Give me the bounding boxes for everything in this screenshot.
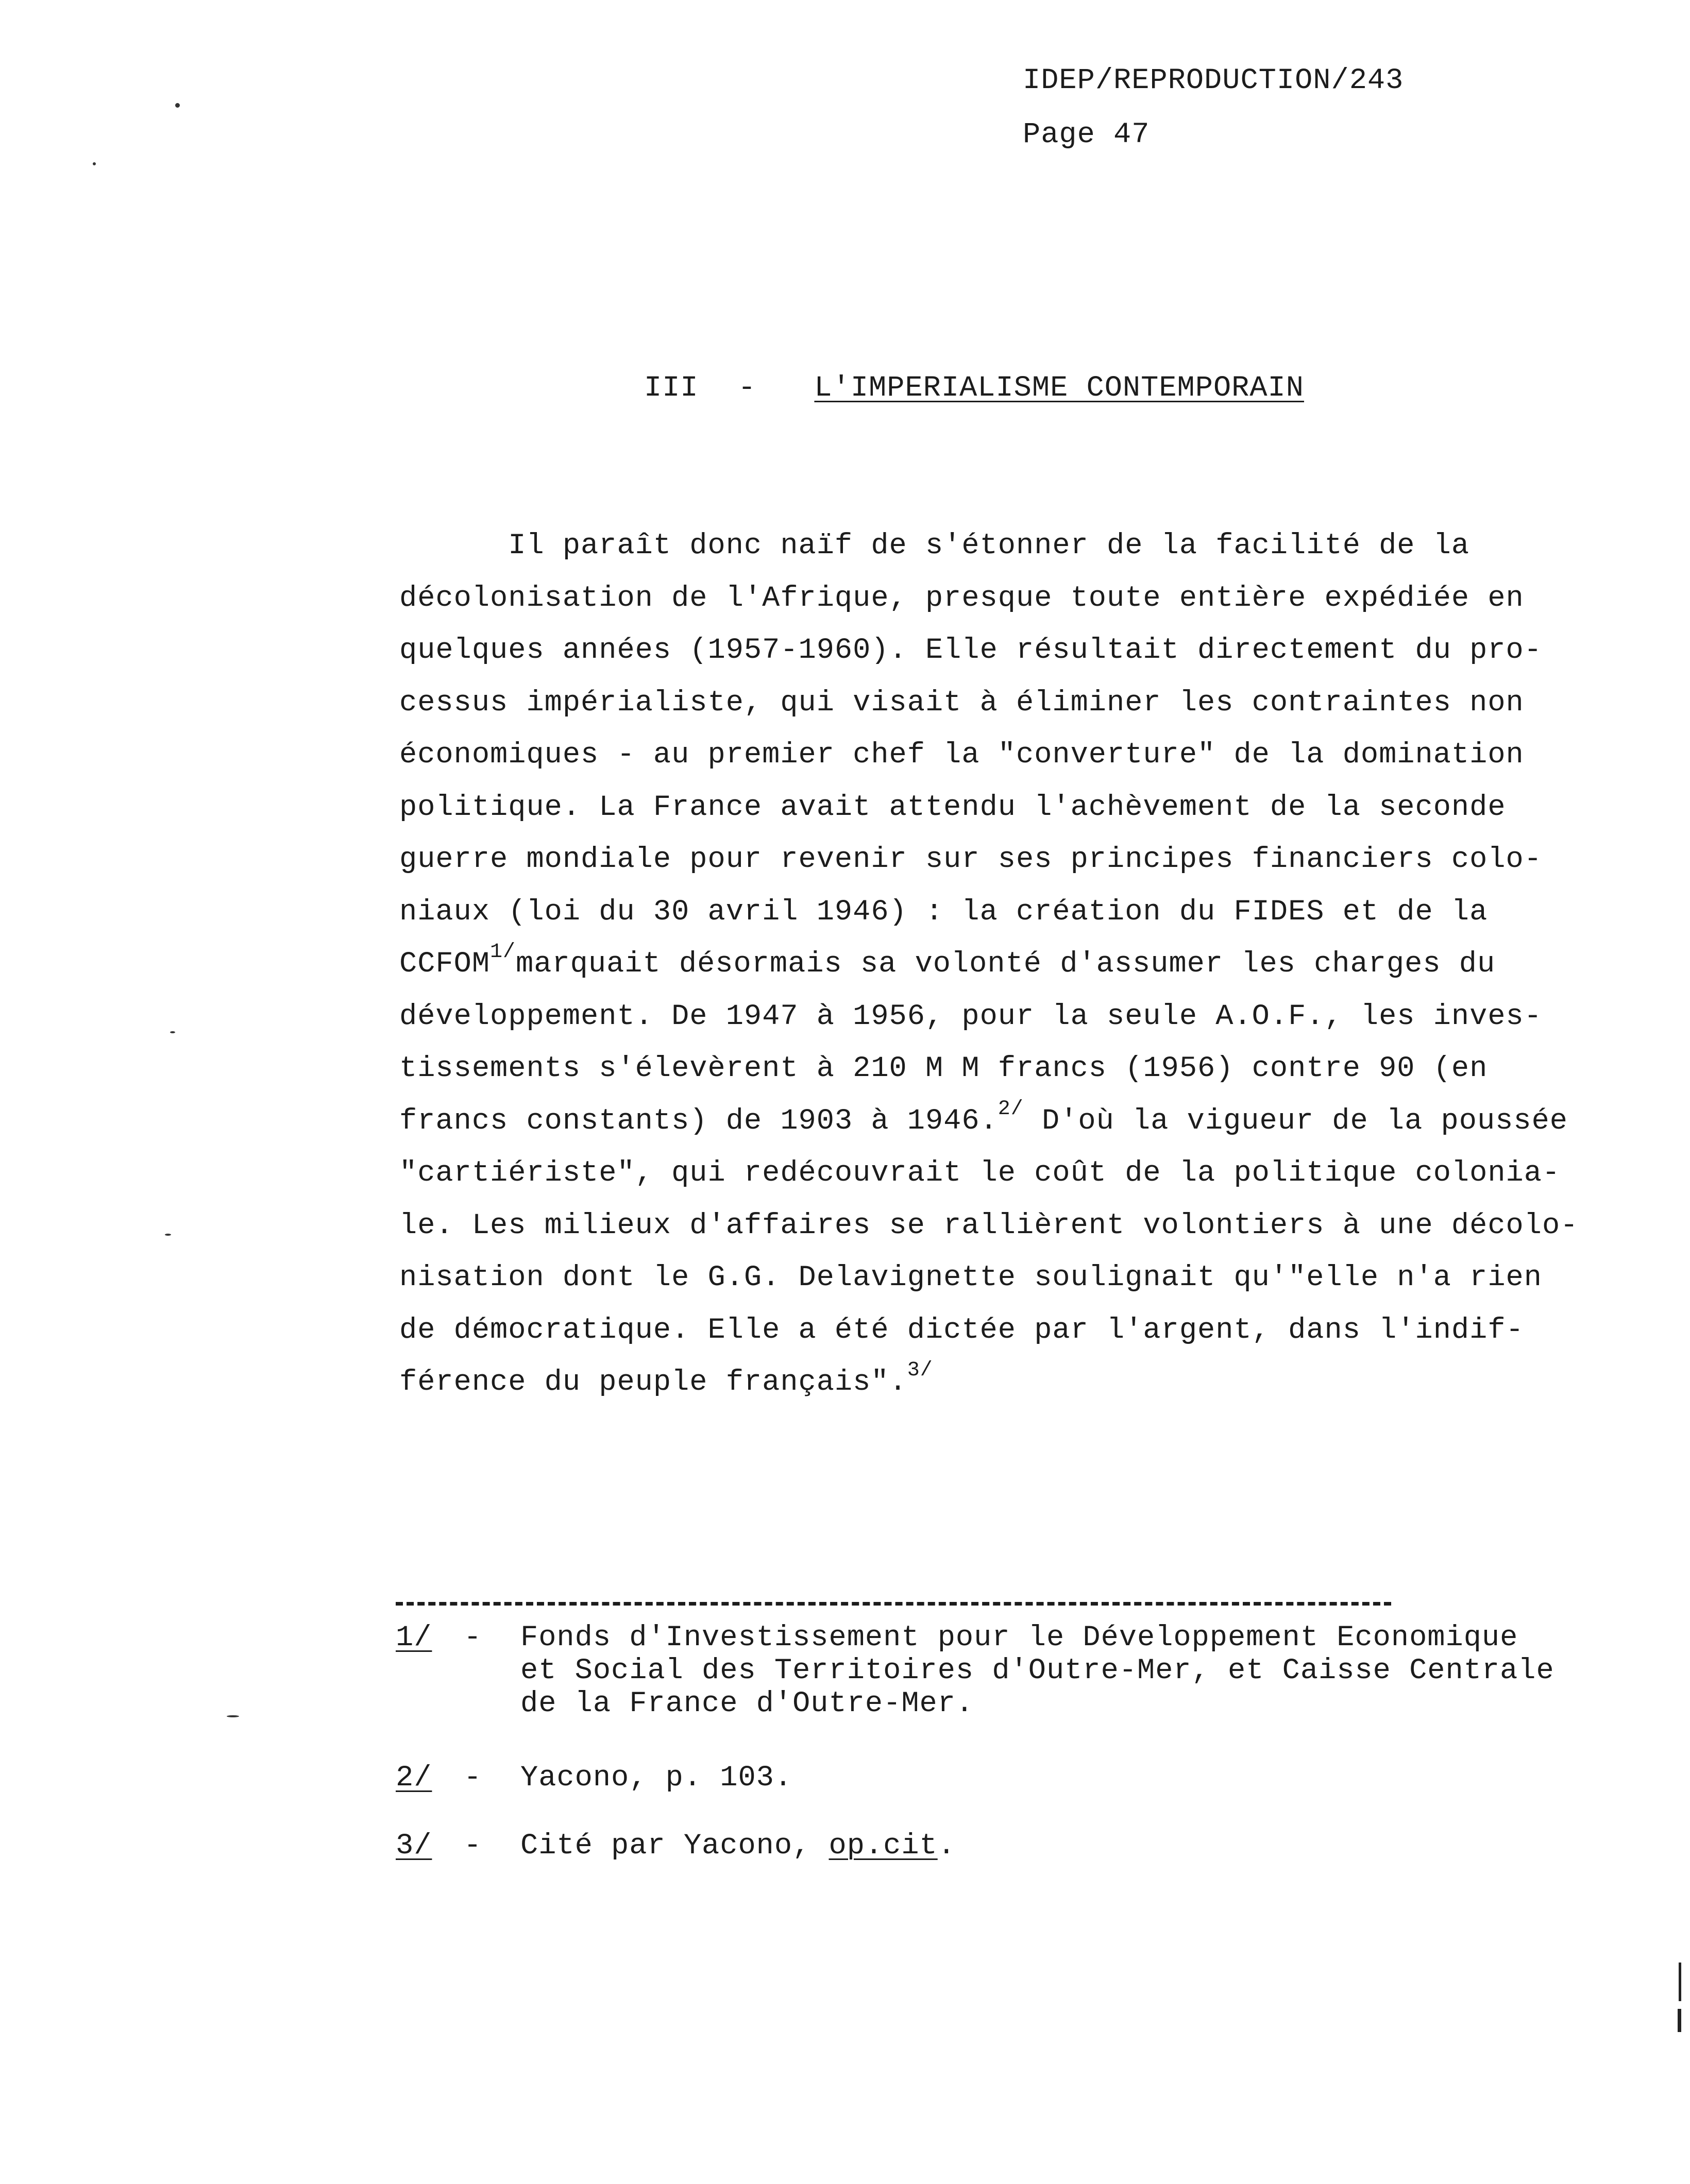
body-line: [399, 1052, 1488, 1085]
footnote-3-text: [520, 1830, 956, 1863]
section-title: L'IMPERIALISME CONTEMPORAIN: [814, 372, 1304, 405]
footnote-marker-1: 1/: [396, 1622, 432, 1654]
footnote-1-line-1: Fonds d'Investissement pour le Développement Economique: [520, 1622, 1518, 1654]
section-dash: -: [738, 372, 756, 405]
body-line-text: Il paraît donc naïf de s'étonner de la facilité de la: [399, 530, 1470, 562]
footnote-separator: [396, 1602, 1391, 1606]
body-line-text: nisation dont le G.G. Delavignette soulignait qu'"elle n'a rien: [399, 1261, 1542, 1294]
body-line: [399, 582, 1524, 615]
body-line-text: tissements s'élevèrent à 210 M M francs (1956) contre 90 (en: [399, 1052, 1488, 1085]
body-line: [399, 1157, 1560, 1190]
footnote-1-line-3: de la France d'Outre-Mer.: [520, 1687, 974, 1720]
body-line: [399, 843, 1542, 876]
section-heading: [644, 372, 1304, 405]
body-line: [399, 739, 1524, 772]
margin-mark: [1679, 1963, 1681, 2001]
body-line-text-continued: D'où la vigueur de la poussée: [1023, 1105, 1568, 1138]
body-line-text: de démocratique. Elle a été dictée par l'argent, dans l'indif-: [399, 1314, 1524, 1347]
body-line: [399, 1209, 1578, 1242]
body-line: [399, 1098, 1568, 1138]
body-line-text: politique. La France avait attendu l'achèvement de la seconde: [399, 791, 1506, 824]
footnote-reference: 2/: [998, 1098, 1024, 1121]
scan-speck: [165, 1234, 171, 1236]
body-line: [399, 1261, 1542, 1294]
footnote-dash-2: -: [464, 1762, 482, 1795]
scan-speck: [93, 162, 96, 165]
footnote-marker-3: 3/: [396, 1830, 432, 1863]
body-line-text: CCFOM: [399, 948, 491, 981]
body-line-text-continued: marquait désormais sa volonté d'assumer les charges du: [516, 948, 1496, 981]
footnote-dash-3: -: [464, 1830, 482, 1863]
footnote-3-text-post: .: [937, 1830, 956, 1863]
footnote-reference: 1/: [490, 941, 516, 964]
body-line-text: guerre mondiale pour revenir sur ses principes financiers colo-: [399, 843, 1542, 876]
body-line: [399, 1314, 1524, 1347]
body-line-text: décolonisation de l'Afrique, presque toute entière expédiée en: [399, 582, 1524, 615]
body-line: [399, 791, 1506, 824]
margin-mark: [1678, 2009, 1681, 2032]
body-line-text: cessus impérialiste, qui visait à éliminer les contraintes non: [399, 687, 1524, 720]
body-line: [399, 941, 1496, 981]
page-number: Page 47: [1023, 118, 1150, 151]
document-reference: IDEP/REPRODUCTION/243: [1023, 64, 1404, 97]
body-line: [399, 530, 1469, 562]
body-line: [399, 896, 1488, 929]
footnote-reference: 3/: [907, 1359, 933, 1382]
body-line-text: "cartiériste", qui redécouvrait le coût de la politique colonia-: [399, 1157, 1561, 1190]
body-line-text: francs constants) de 1903 à 1946.: [399, 1105, 998, 1138]
body-line-text: développement. De 1947 à 1956, pour la seule A.O.F., les inves-: [399, 1000, 1542, 1033]
body-line-text: quelques années (1957-1960). Elle résultait directement du pro-: [399, 634, 1542, 667]
footnote-3-citation: op.cit: [829, 1830, 938, 1863]
footnote-2-text: Yacono, p. 103.: [520, 1762, 793, 1795]
scan-speck: [170, 1031, 175, 1033]
body-line: [399, 687, 1524, 720]
footnote-marker-2: 2/: [396, 1762, 432, 1795]
footnote-1-line-2: et Social des Territoires d'Outre-Mer, et Caisse Centrale: [520, 1654, 1554, 1687]
body-line: [399, 634, 1542, 667]
body-line: [399, 1359, 933, 1399]
body-line-text: le. Les milieux d'affaires se rallièrent volontiers à une décolo-: [399, 1209, 1579, 1242]
section-number: III: [644, 372, 699, 405]
body-line-text: niaux (loi du 30 avril 1946) : la création du FIDES et de la: [399, 896, 1488, 929]
body-line: [399, 1000, 1542, 1033]
footnote-3-text-pre: Cité par Yacono,: [520, 1830, 829, 1863]
body-line-text: férence du peuple français".: [399, 1366, 907, 1399]
scan-speck: [227, 1715, 239, 1717]
body-line-text: économiques - au premier chef la "converture" de la domination: [399, 739, 1524, 772]
scan-speck: [175, 103, 180, 108]
footnote-dash-1: -: [464, 1622, 482, 1654]
